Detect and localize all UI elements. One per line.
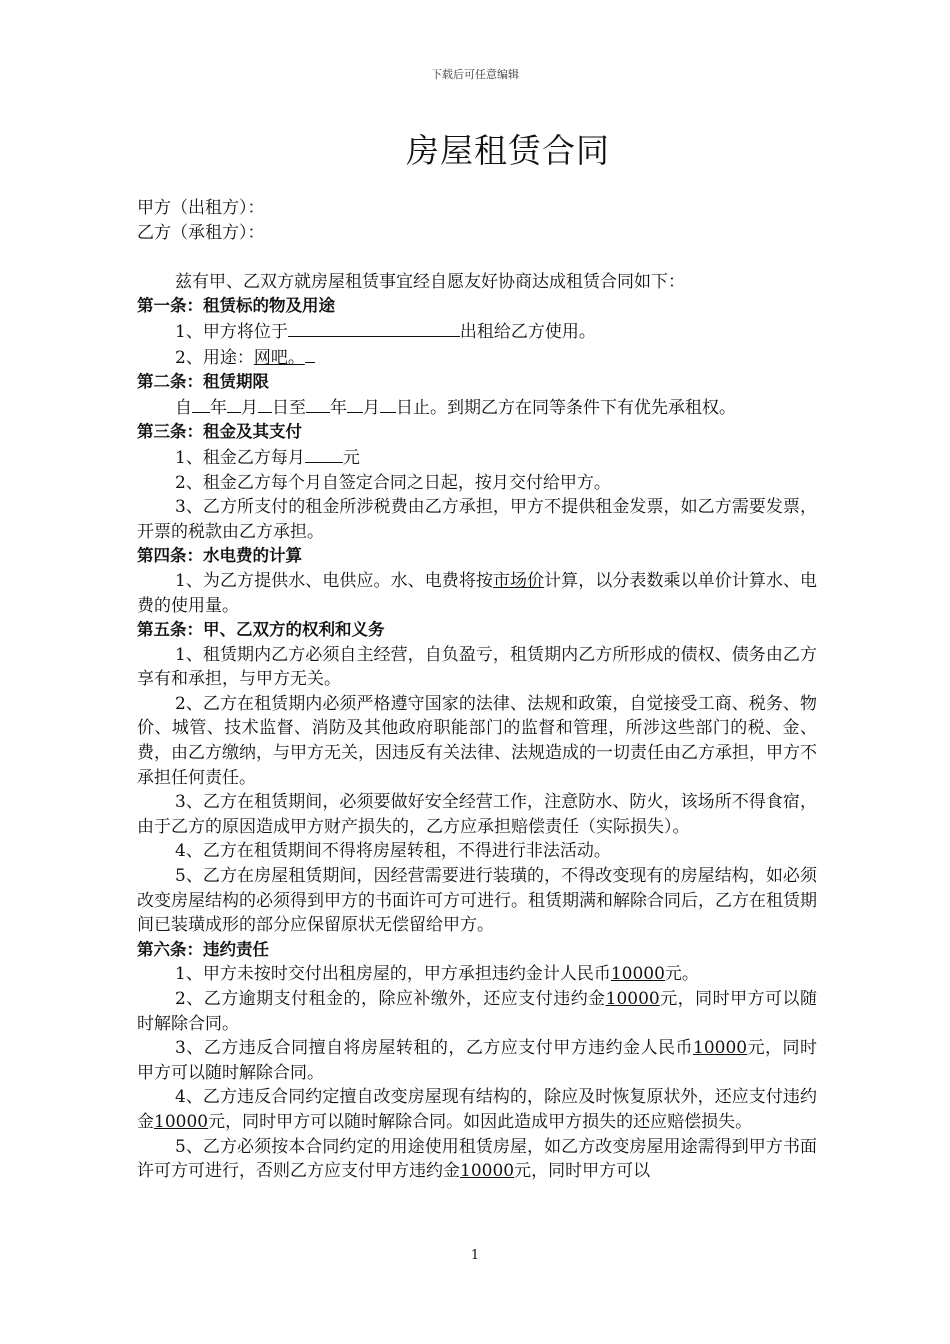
article-6-item-3: 3、乙方违反合同擅自将房屋转租的，乙方应支付甲方违约金人民币10000元，同时甲方可以随时解除合同。	[137, 1038, 818, 1083]
page-number: 1	[470, 1248, 480, 1263]
market-price-link[interactable]: 市场价	[492, 570, 545, 591]
article-6-item-2: 2、乙方逾期支付租金的，除应补缴外，还应支付违约金10000元，同时甲方可以随时解除合同。	[137, 989, 817, 1034]
article-6-item-5: 5、乙方必须按本合同约定的用途使用租赁房屋，如乙方改变房屋用途需得到甲方书面许可方可进行，否则乙方应支付甲方违约金10000元，同时甲方可以	[137, 1136, 817, 1182]
article-1-item-2: 2、用途：网吧。	[137, 345, 817, 371]
article-3-item-2: 2、租金乙方每个月自签定合同之日起，按月交付给甲方。	[175, 472, 611, 493]
article-5-item-3: 3、乙方在租赁期间，必须要做好安全经营工作，注意防水、防火，该场所不得食宿，由于乙方的原因造成甲方财产损失的，乙方应承担赔偿责任（实际损失）。	[137, 792, 817, 837]
usage-value: 网吧。	[253, 347, 305, 368]
penalty-amount: 10000	[605, 989, 660, 1009]
rent-blank	[305, 445, 343, 463]
contract-body	[137, 196, 817, 1184]
article-4-item-1: 1、为乙方提供水、电供应。水、电费将按市场价计算，以分表数乘以单价计算水、电费的使用量。	[137, 570, 818, 616]
article-5-item-1: 1、租赁期内乙方必须自主经营，自负盈亏，租赁期内乙方所形成的债权、债务由乙方享有和承担，与甲方无关。	[137, 644, 817, 690]
article-6-heading: 第六条：违约责任	[137, 939, 269, 959]
article-1-heading: 第一条：租赁标的物及用途	[137, 296, 335, 316]
article-5-item-2: 2、乙方在租赁期内必须严格遵守国家的法律、法规和政策，自觉接受工商、税务、物价、城管、技术监督、消防及其他政府职能部门的监督和管理，所涉这些部门的税、金、费，由乙方缴纳，与甲方无关，因违反有关法律、法规造成的一切责任由乙方承担，甲方不承担任何责任。	[137, 693, 817, 788]
intro: 兹有甲、乙双方就房屋租赁事宜经自愿友好协商达成租赁合同如下：	[175, 271, 685, 292]
party-a: 甲方（出租方）：	[137, 198, 265, 218]
penalty-amount: 10000	[693, 1038, 748, 1059]
article-1-item-1: 1、甲方将位于 出租给乙方使用。	[137, 319, 817, 345]
article-3-heading: 第三条：租金及其支付	[137, 422, 302, 442]
article-3-item-1: 1、租金乙方每月 元	[137, 445, 817, 471]
party-b: 乙方（承租方）：	[137, 222, 265, 243]
article-5-item-5: 5、乙方在房屋租赁期间，因经营需要进行装璜的，不得改变现有的房屋结构，如必须改变房屋结构的必须得到甲方的书面许可方可进行。租赁期满和解除合同后，乙方在租赁期间已装璜成形的部分应保留原状无偿留给甲方。	[137, 866, 817, 936]
article-6-item-4: 4、乙方违反合同约定擅自改变房屋现有结构的，除应及时恢复原状外，还应支付违约金10000元，同时甲方可以随时解除合同。如因此造成甲方损失的还应赔偿损失。	[137, 1087, 817, 1132]
article-4-heading: 第四条：水电费的计算	[137, 546, 302, 566]
penalty-amount: 10000	[460, 1161, 515, 1182]
location-blank	[288, 319, 460, 337]
penalty-amount: 10000	[610, 964, 665, 985]
article-5-heading: 第五条：甲、乙双方的权利和义务	[137, 620, 385, 640]
header-note: 下载后可任意编辑	[431, 68, 519, 81]
document-title: 房屋租赁合同	[406, 131, 610, 170]
penalty-amount: 10000	[154, 1111, 209, 1132]
article-2-heading: 第二条：租赁期限	[137, 372, 269, 392]
article-5-item-4: 4、乙方在租赁期间不得将房屋转租，不得进行非法活动。	[175, 841, 611, 862]
article-2-term: 自 年 月 日至 年 月 日止。到期乙方在同等条件下有优先承租权。	[137, 395, 817, 421]
article-6-item-1: 1、甲方未按时交付出租房屋的，甲方承担违约金计人民币10000元。	[175, 964, 699, 985]
article-3-item-3: 3、乙方所支付的租金所涉税费由乙方承担，甲方不提供租金发票，如乙方需要发票，开票的税款由乙方承担。	[137, 497, 817, 542]
